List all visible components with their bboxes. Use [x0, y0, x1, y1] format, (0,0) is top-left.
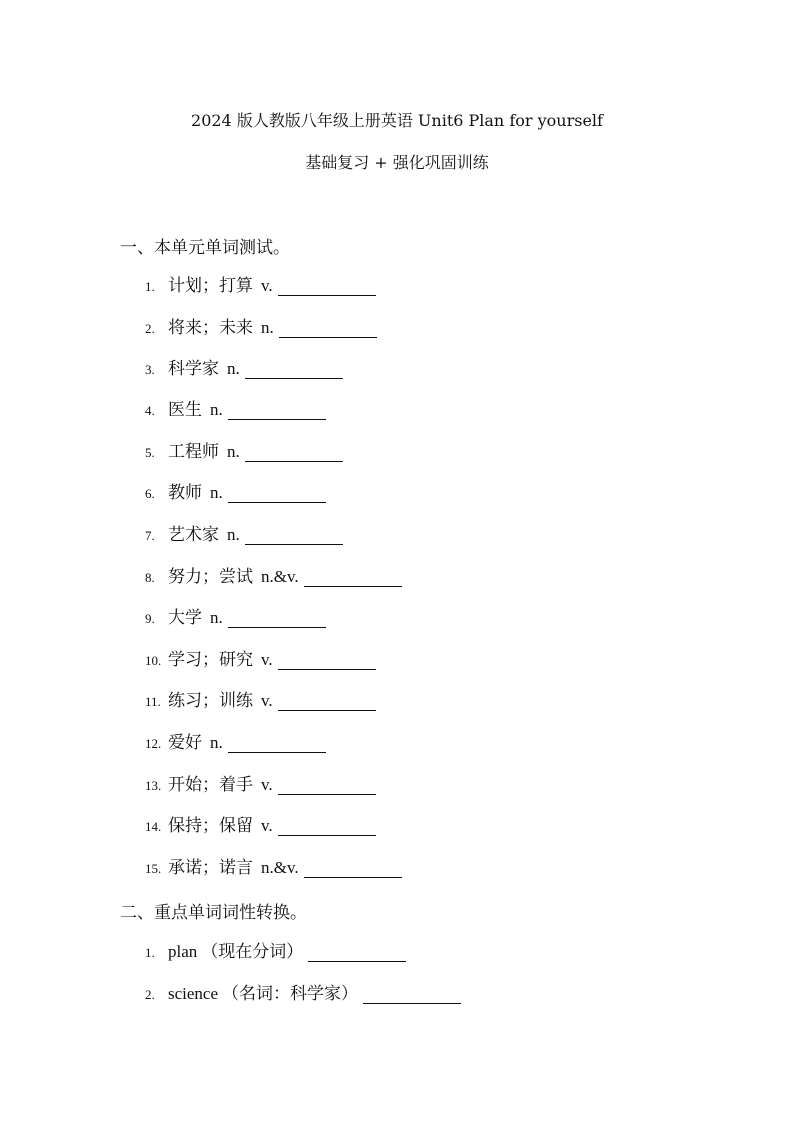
- answer-blank[interactable]: [245, 377, 343, 379]
- item-number: 1.: [145, 945, 155, 960]
- item-meaning: 学习；研究: [168, 650, 253, 670]
- item-meaning: 艺术家: [168, 525, 219, 545]
- item-pos: n.: [210, 400, 223, 419]
- item-number: 8.: [145, 570, 155, 585]
- vocab-item: [145, 440, 343, 464]
- vocab-item: [145, 357, 343, 381]
- worksheet-subtitle: 基础复习 + 强化巩固训练: [305, 153, 489, 172]
- item-number: 12.: [145, 736, 162, 751]
- item-hint: （名词：科学家）: [222, 984, 359, 1004]
- answer-blank[interactable]: [228, 501, 326, 503]
- word-form-item: [145, 982, 461, 1006]
- item-pos: v.: [261, 816, 273, 835]
- answer-blank[interactable]: [278, 668, 376, 670]
- item-meaning: 努力；尝试: [168, 567, 253, 587]
- item-number: 2.: [145, 987, 155, 1002]
- answer-blank[interactable]: [245, 460, 343, 462]
- vocab-item: [145, 274, 376, 298]
- section-1-heading: 一、本单元单词测试。: [120, 238, 290, 258]
- item-meaning: 大学: [168, 608, 202, 628]
- answer-blank[interactable]: [304, 876, 402, 878]
- item-pos: n.: [210, 608, 223, 627]
- vocab-item: [145, 565, 402, 589]
- answer-blank[interactable]: [278, 294, 376, 296]
- item-pos: n.&v.: [261, 858, 299, 877]
- item-meaning: 保持；保留: [168, 816, 253, 836]
- item-meaning: 科学家: [168, 359, 219, 379]
- answer-blank[interactable]: [278, 793, 376, 795]
- item-pos: v.: [261, 276, 273, 295]
- item-number: 15.: [145, 861, 162, 876]
- item-meaning: 爱好: [168, 733, 202, 753]
- vocab-item: [145, 523, 343, 547]
- item-meaning: 开始；着手: [168, 775, 253, 795]
- worksheet-title: 2024 版人教版八年级上册英语 Unit6 Plan for yourself: [191, 111, 603, 130]
- item-meaning: 医生: [168, 400, 202, 420]
- item-word: plan: [168, 942, 198, 961]
- item-meaning: 计划；打算: [168, 276, 253, 296]
- item-pos: v.: [261, 691, 273, 710]
- vocab-item: [145, 316, 377, 340]
- item-pos: n.: [210, 483, 223, 502]
- item-number: 2.: [145, 321, 155, 336]
- item-number: 14.: [145, 819, 162, 834]
- item-number: 1.: [145, 279, 155, 294]
- item-number: 9.: [145, 611, 155, 626]
- answer-blank[interactable]: [228, 418, 326, 420]
- item-number: 6.: [145, 486, 155, 501]
- vocab-item: [145, 648, 376, 672]
- item-pos: v.: [261, 775, 273, 794]
- item-hint: （现在分词）: [201, 942, 304, 962]
- answer-blank[interactable]: [363, 1002, 461, 1004]
- item-number: 10.: [145, 653, 162, 668]
- vocab-item: [145, 606, 326, 630]
- item-pos: v.: [261, 650, 273, 669]
- item-meaning: 工程师: [168, 442, 219, 462]
- item-number: 13.: [145, 778, 162, 793]
- answer-blank[interactable]: [245, 543, 343, 545]
- answer-blank[interactable]: [228, 626, 326, 628]
- item-pos: n.&v.: [261, 567, 299, 586]
- item-number: 11.: [145, 694, 161, 709]
- item-pos: n.: [210, 733, 223, 752]
- word-form-item: [145, 940, 406, 964]
- item-meaning: 教师: [168, 483, 202, 503]
- item-pos: n.: [227, 442, 240, 461]
- answer-blank[interactable]: [228, 751, 326, 753]
- answer-blank[interactable]: [278, 834, 376, 836]
- item-meaning: 练习；训练: [168, 691, 253, 711]
- vocab-item: [145, 814, 376, 838]
- item-number: 7.: [145, 528, 155, 543]
- item-number: 4.: [145, 403, 155, 418]
- section-2-heading: 二、重点单词词性转换。: [120, 903, 307, 923]
- item-pos: n.: [227, 525, 240, 544]
- item-meaning: 承诺；诺言: [168, 858, 253, 878]
- vocab-item: [145, 398, 326, 422]
- answer-blank[interactable]: [278, 709, 376, 711]
- item-pos: n.: [227, 359, 240, 378]
- item-word: science: [168, 984, 219, 1003]
- answer-blank[interactable]: [308, 960, 406, 962]
- answer-blank[interactable]: [304, 585, 402, 587]
- item-meaning: 将来；未来: [168, 318, 253, 338]
- vocab-item: [145, 481, 326, 505]
- answer-blank[interactable]: [279, 336, 377, 338]
- vocab-item: [145, 856, 402, 880]
- vocab-item: [145, 773, 376, 797]
- item-pos: n.: [261, 318, 274, 337]
- item-number: 5.: [145, 445, 155, 460]
- vocab-item: [145, 689, 376, 713]
- vocab-item: [145, 731, 326, 755]
- item-number: 3.: [145, 362, 155, 377]
